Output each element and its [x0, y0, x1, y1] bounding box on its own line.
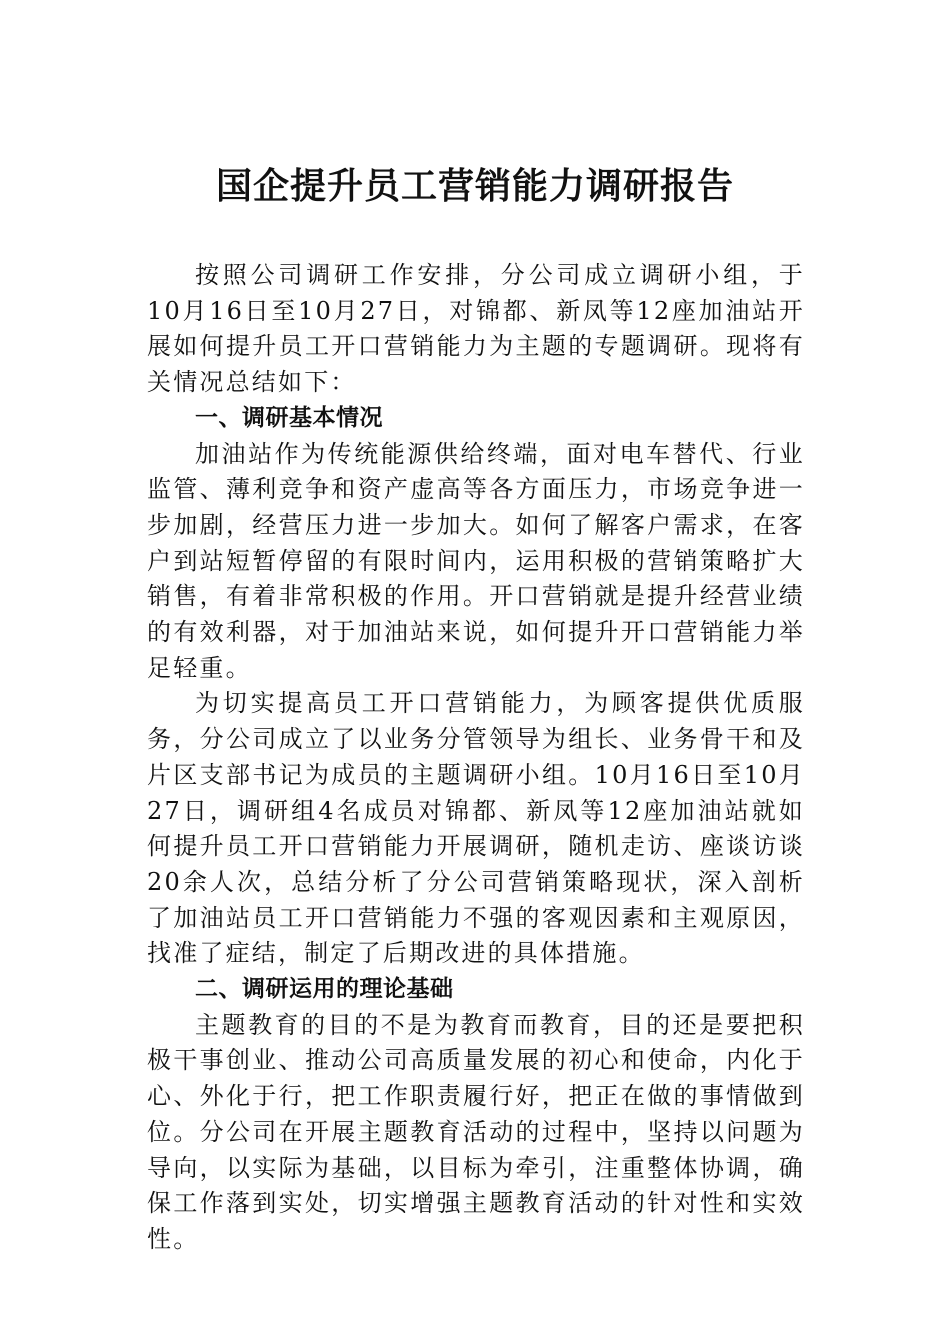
section-1-heading: 一、调研基本情况: [195, 404, 383, 431]
section-1-paragraph-2: 为切实提高员工开口营销能力，为顾客提供优质服务，分公司成立了以业务分管领导为组长、业务骨干和及片区支部书记为成员的主题调研小组。10月16日至10月27日，调研组4名成员对锦都、新凤等12座加油站就如何提升员工开口营销能力开展调研，随机走访、座谈访谈20余人次，总结分析了分公司营销策略现状，深入剖析了加油站员工开口营销能力不强的客观因素和主观原因，找准了症结，制定了后期改进的具体措施。: [147, 689, 805, 968]
intro-paragraph: 按照公司调研工作安排，分公司成立调研小组，于10月16日至10月27日，对锦都、新凤等12座加油站开展如何提升员工开口营销能力为主题的专题调研。现将有关情况总结如下：: [147, 261, 805, 397]
section-1-paragraph-1: 加油站作为传统能源供给终端，面对电车替代、行业监管、薄利竞争和资产虚高等各方面压力，市场竞争进一步加剧，经营压力进一步加大。如何了解客户需求，在客户到站短暂停留的有限时间内，运用积极的营销策略扩大销售，有着非常积极的作用。开口营销就是提升经营业绩的有效利器，对于加油站来说，如何提升开口营销能力举足轻重。: [147, 439, 805, 682]
document-body: [147, 258, 805, 1258]
section-2-paragraph-1: 主题教育的目的不是为教育而教育，目的还是要把积极干事创业、推动公司高质量发展的初心和使命，内化于心、外化于行，把工作职责履行好，把正在做的事情做到位。分公司在开展主题教育活动的过程中，坚持以问题为导向，以实际为基础，以目标为牵引，注重整体协调，确保工作落到实处，切实增强主题教育活动的针对性和实效性。: [147, 1010, 805, 1253]
document-title: 国企提升员工营销能力调研报告: [215, 165, 734, 207]
section-2-heading: 二、调研运用的理论基础: [195, 976, 454, 1003]
